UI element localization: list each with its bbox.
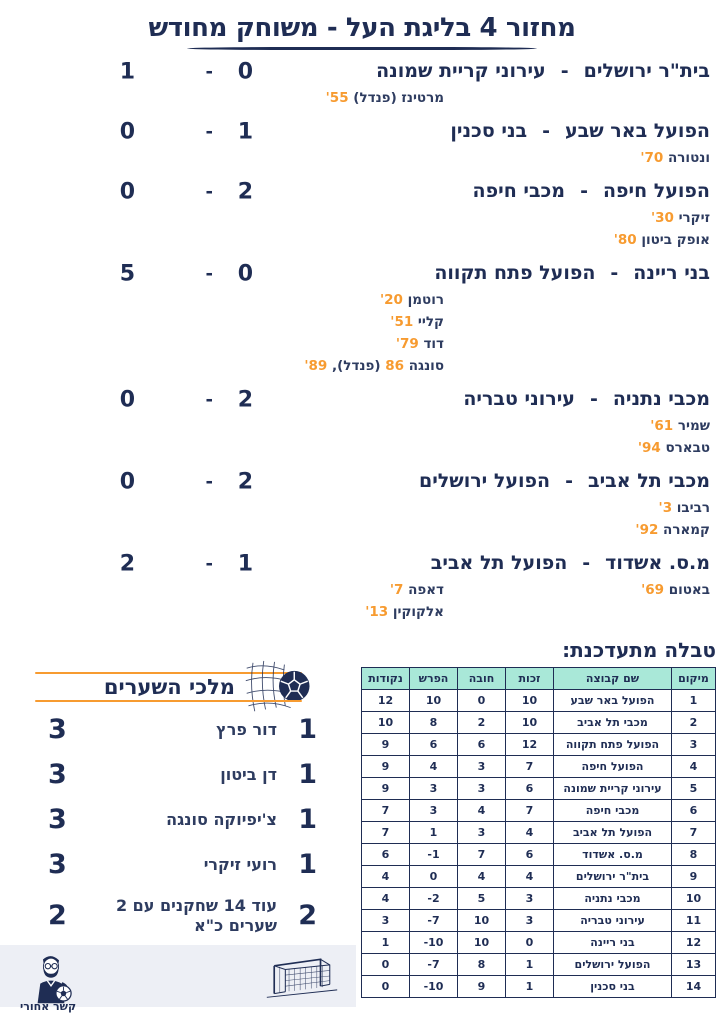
- scorers: [0, 415, 710, 459]
- scorer-minute: 80': [613, 232, 637, 248]
- scorer-line: [444, 229, 710, 251]
- scorer-player-name: דור פרץ: [216, 720, 277, 739]
- team-name-cell: הפועל פתח תקווה: [554, 734, 672, 756]
- top-scorer-row: [48, 716, 317, 744]
- scorer-line: [0, 311, 444, 333]
- goals-against-cell: 10: [458, 932, 506, 954]
- team-name-cell: הפועל תל אביב: [554, 822, 672, 844]
- match-line: [0, 551, 710, 576]
- position-cell: 14: [672, 976, 716, 998]
- home-score: 1: [237, 119, 253, 144]
- table-row: [362, 844, 716, 866]
- home-scorers: [444, 415, 710, 459]
- match-line: [0, 469, 710, 494]
- score-line: [0, 119, 265, 144]
- match-line: [0, 179, 710, 204]
- teams: [265, 59, 710, 84]
- match-line: [0, 261, 710, 286]
- scorer-rank: 1: [298, 849, 317, 880]
- match-result: [0, 179, 710, 251]
- home-scorers: [444, 87, 710, 109]
- scorer-minute: 20': [380, 292, 403, 308]
- scorer-minute: 94': [637, 440, 661, 456]
- goals-for-cell: 3: [506, 910, 554, 932]
- position-cell: 3: [672, 734, 716, 756]
- scorer-minute: 13': [365, 604, 389, 620]
- table-header-cell: שם קבוצה: [554, 668, 672, 690]
- match-result: [0, 387, 710, 459]
- home-score: 1: [237, 551, 253, 576]
- page-title: מחזור 4 בליגת העל - משוחק מחודש: [148, 13, 576, 43]
- scorer-name: אלקוקין: [388, 604, 444, 620]
- scorer-minute: 51': [390, 314, 414, 330]
- scorers: [0, 497, 710, 541]
- goals-for-cell: 6: [506, 778, 554, 800]
- table-row: [362, 712, 716, 734]
- match-result: [0, 551, 710, 623]
- points-cell: 9: [362, 734, 410, 756]
- match-line: [0, 119, 710, 144]
- goal-diff-cell: 3: [410, 800, 458, 822]
- goals-against-cell: 4: [458, 866, 506, 888]
- team-name-cell: מכבי נתניה: [554, 888, 672, 910]
- position-cell: 7: [672, 822, 716, 844]
- away-team-name: עירוני קריית שמונה: [376, 60, 546, 82]
- score-line: [0, 59, 265, 84]
- score-line: [0, 551, 265, 576]
- footer-caption: קשר אחורי: [20, 1000, 77, 1013]
- match-result: [0, 59, 710, 109]
- scorer-rank: 1: [298, 804, 317, 835]
- score-line: [0, 179, 265, 204]
- away-team-name: מכבי חיפה: [472, 180, 566, 202]
- team-name-cell: בית"ר ירושלים: [554, 866, 672, 888]
- goal-diff-cell: -10: [410, 932, 458, 954]
- scorer-name: ונטורה: [663, 150, 710, 166]
- position-cell: 9: [672, 866, 716, 888]
- away-team-name: הפועל ירושלים: [418, 470, 551, 492]
- home-scorers: [444, 207, 710, 251]
- team-name-cell: הפועל באר שבע: [554, 690, 672, 712]
- scorer-line: [444, 497, 710, 519]
- goal-diff-cell: 10: [410, 690, 458, 712]
- team-name-cell: עירוני טבריה: [554, 910, 672, 932]
- away-scorers: [0, 207, 444, 251]
- away-score: 0: [119, 119, 135, 144]
- goals-against-cell: 0: [458, 690, 506, 712]
- teams-separator: -: [542, 120, 551, 142]
- points-cell: 7: [362, 822, 410, 844]
- goals-for-cell: 1: [506, 976, 554, 998]
- goals-for-cell: 12: [506, 734, 554, 756]
- teams: [265, 179, 710, 204]
- teams-separator: -: [582, 552, 591, 574]
- score-separator: -: [205, 263, 213, 284]
- scorer-minute: 92': [635, 522, 659, 538]
- score-separator: -: [205, 389, 213, 410]
- teams-separator: -: [589, 388, 598, 410]
- table-header-cell: חובה: [458, 668, 506, 690]
- table-header-cell: זכות: [506, 668, 554, 690]
- table-row: [362, 800, 716, 822]
- away-team-name: בני סכנין: [450, 120, 528, 142]
- scorer-line: [0, 87, 444, 109]
- home-team-name: הפועל באר שבע: [565, 120, 710, 142]
- swoosh-line-bottom: [35, 700, 302, 702]
- scorer-rank: 1: [298, 714, 317, 745]
- home-team-name: בית"ר ירושלים: [583, 60, 710, 82]
- home-team-name: מכבי תל אביב: [588, 470, 710, 492]
- home-score: 2: [237, 179, 253, 204]
- top-scorers-header: [0, 672, 362, 702]
- score-line: [0, 387, 265, 412]
- scorers: [0, 289, 710, 377]
- score-separator: -: [205, 121, 213, 142]
- scorer-name: באטום: [664, 582, 710, 598]
- table-row: [362, 910, 716, 932]
- scorer-minute: 86: [385, 358, 405, 374]
- scorer-name: רביבו: [672, 500, 710, 516]
- goals-for-cell: 3: [506, 888, 554, 910]
- scorer-line: [0, 333, 444, 355]
- scorer-player-name: עוד 14 שחקנים עם 2 שערים כ"א: [115, 896, 277, 935]
- position-cell: 13: [672, 954, 716, 976]
- score-separator: -: [205, 471, 213, 492]
- scorer-player-name: צ'יפיוקה סונגה: [166, 810, 277, 829]
- goals-against-cell: 5: [458, 888, 506, 910]
- table-header-cell: נקודות: [362, 668, 410, 690]
- team-name-cell: עירוני קריית שמונה: [554, 778, 672, 800]
- scorer-minute: 69': [641, 582, 665, 598]
- goal-net-icon: [264, 951, 340, 1001]
- home-team-name: בני ריינה: [633, 262, 710, 284]
- scorer-name: רוטמן: [402, 292, 444, 308]
- table-row: [362, 822, 716, 844]
- league-table-header-row: [362, 668, 716, 690]
- away-scorers: [0, 147, 444, 169]
- position-cell: 6: [672, 800, 716, 822]
- goal-diff-cell: -1: [410, 844, 458, 866]
- scorer-name: קמארה: [658, 522, 710, 538]
- goals-against-cell: 10: [458, 910, 506, 932]
- bottom-section: [0, 628, 724, 1024]
- points-cell: 4: [362, 866, 410, 888]
- scorer-minute: 30': [650, 210, 674, 226]
- goal-diff-cell: -7: [410, 910, 458, 932]
- team-name-cell: הפועל ירושלים: [554, 954, 672, 976]
- points-cell: 1: [362, 932, 410, 954]
- scorer-minute: 3': [658, 500, 673, 516]
- scorer-line: [0, 355, 444, 377]
- scorer-name: שמיר: [673, 418, 710, 434]
- away-scorers: [0, 497, 444, 541]
- points-cell: 3: [362, 910, 410, 932]
- goals-for-cell: 0: [506, 932, 554, 954]
- points-cell: 9: [362, 778, 410, 800]
- teams-separator: -: [610, 262, 619, 284]
- scorer-name: קליי: [413, 314, 444, 330]
- table-header-cell: הפרש: [410, 668, 458, 690]
- table-row: [362, 734, 716, 756]
- goals-against-cell: 7: [458, 844, 506, 866]
- scorer-name: דוד: [418, 336, 444, 352]
- scorer-player-name: דן ביטון: [220, 765, 277, 784]
- top-scorers-list: [0, 716, 362, 936]
- points-cell: 0: [362, 954, 410, 976]
- top-scorers-title: מלכי השערים: [103, 675, 235, 699]
- away-team-name: הפועל פתח תקווה: [434, 262, 596, 284]
- points-cell: 6: [362, 844, 410, 866]
- home-team-name: הפועל חיפה: [602, 180, 710, 202]
- scorer-goal-count: 2: [48, 900, 67, 931]
- goal-diff-cell: 0: [410, 866, 458, 888]
- scorer-rank: 1: [298, 759, 317, 790]
- scorer-goal-count: 3: [48, 759, 67, 790]
- goals-for-cell: 7: [506, 756, 554, 778]
- table-header-cell: מיקום: [672, 668, 716, 690]
- scorer-minute: 61': [650, 418, 674, 434]
- table-row: [362, 756, 716, 778]
- goals-against-cell: 9: [458, 976, 506, 998]
- goal-diff-cell: -2: [410, 888, 458, 910]
- scorer-minute: 55': [325, 90, 349, 106]
- teams: [265, 551, 710, 576]
- away-score: 0: [119, 469, 135, 494]
- league-table: [361, 667, 716, 998]
- away-scorers: [0, 415, 444, 459]
- position-cell: 8: [672, 844, 716, 866]
- goals-against-cell: 3: [458, 778, 506, 800]
- scorer-line: [0, 579, 444, 601]
- top-scorers-panel: [0, 628, 362, 1024]
- scorer-name: (פנדל),: [327, 358, 386, 374]
- scorer-minute: 79': [395, 336, 419, 352]
- team-name-cell: מ.ס. אשדוד: [554, 844, 672, 866]
- team-name-cell: מכבי חיפה: [554, 800, 672, 822]
- table-row: [362, 690, 716, 712]
- away-scorers: [0, 579, 444, 623]
- team-name-cell: הפועל חיפה: [554, 756, 672, 778]
- away-score: 5: [119, 261, 135, 286]
- scorer-line: [444, 519, 710, 541]
- scorer-minute: 70': [640, 150, 664, 166]
- scorers: [0, 579, 710, 623]
- home-score: 2: [237, 387, 253, 412]
- home-score: 2: [237, 469, 253, 494]
- scorer-line: [444, 579, 710, 601]
- table-row: [362, 778, 716, 800]
- scorer-goal-count: 3: [48, 714, 67, 745]
- top-scorer-row: [48, 806, 317, 834]
- goals-against-cell: 8: [458, 954, 506, 976]
- scorer-line: [0, 289, 444, 311]
- home-team-name: מכבי נתניה: [612, 388, 710, 410]
- match-result: [0, 469, 710, 541]
- goals-against-cell: 2: [458, 712, 506, 734]
- home-team-name: מ.ס. אשדוד: [605, 552, 710, 574]
- points-cell: 4: [362, 888, 410, 910]
- goals-for-cell: 6: [506, 844, 554, 866]
- points-cell: 10: [362, 712, 410, 734]
- home-scorers: [444, 289, 710, 377]
- top-scorer-row: [48, 761, 317, 789]
- goal-diff-cell: 1: [410, 822, 458, 844]
- goals-for-cell: 4: [506, 822, 554, 844]
- teams: [265, 387, 710, 412]
- position-cell: 1: [672, 690, 716, 712]
- home-scorers: [444, 579, 710, 623]
- scorer-player-name: רועי זיקרי: [203, 855, 277, 874]
- scorer-line: [0, 601, 444, 623]
- away-team-name: עירוני טבריה: [463, 388, 575, 410]
- home-score: 0: [237, 261, 253, 286]
- goals-for-cell: 7: [506, 800, 554, 822]
- position-cell: 2: [672, 712, 716, 734]
- league-table-panel: [362, 628, 724, 1024]
- away-score: 1: [119, 59, 135, 84]
- goals-for-cell: 1: [506, 954, 554, 976]
- scorers: [0, 87, 710, 109]
- scorer-name: סונגה: [404, 358, 444, 374]
- goal-diff-cell: 8: [410, 712, 458, 734]
- points-cell: 12: [362, 690, 410, 712]
- scorer-rank: 2: [298, 900, 317, 931]
- position-cell: 12: [672, 932, 716, 954]
- goal-diff-cell: -7: [410, 954, 458, 976]
- goals-for-cell: 10: [506, 690, 554, 712]
- league-table-title: טבלה מתעדכנת:: [562, 638, 716, 662]
- away-score: 2: [119, 551, 135, 576]
- scorer-name: אופק ביטון: [636, 232, 710, 248]
- team-name-cell: בני סכנין: [554, 976, 672, 998]
- scorer-line: [444, 415, 710, 437]
- away-scorers: [0, 289, 444, 377]
- goal-diff-cell: 4: [410, 756, 458, 778]
- teams: [265, 469, 710, 494]
- goal-diff-cell: 3: [410, 778, 458, 800]
- header: [0, 0, 724, 50]
- goals-against-cell: 4: [458, 800, 506, 822]
- scorer-line: [444, 147, 710, 169]
- soccer-ball-net-icon: [244, 658, 314, 716]
- man-with-ball-logo-icon: [26, 953, 76, 1007]
- table-row: [362, 954, 716, 976]
- points-cell: 0: [362, 976, 410, 998]
- home-score: 0: [237, 59, 253, 84]
- top-scorer-row: [48, 851, 317, 879]
- scorer-name: טבארס: [660, 440, 710, 456]
- match-line: [0, 387, 710, 412]
- score-separator: -: [205, 61, 213, 82]
- scorer-goal-count: 3: [48, 849, 67, 880]
- teams: [265, 261, 710, 286]
- goal-diff-cell: 6: [410, 734, 458, 756]
- table-row: [362, 976, 716, 998]
- away-team-name: הפועל תל אביב: [430, 552, 568, 574]
- away-score: 0: [119, 387, 135, 412]
- away-score: 0: [119, 179, 135, 204]
- position-cell: 10: [672, 888, 716, 910]
- points-cell: 7: [362, 800, 410, 822]
- points-cell: 9: [362, 756, 410, 778]
- scorer-goal-count: 3: [48, 804, 67, 835]
- team-name-cell: מכבי תל אביב: [554, 712, 672, 734]
- score-line: [0, 469, 265, 494]
- table-row: [362, 888, 716, 910]
- score-separator: -: [205, 181, 213, 202]
- match-line: [0, 59, 710, 84]
- position-cell: 4: [672, 756, 716, 778]
- scorer-line: [444, 207, 710, 229]
- home-scorers: [444, 497, 710, 541]
- away-scorers: [0, 87, 444, 109]
- top-scorer-row: [48, 896, 317, 936]
- match-result: [0, 119, 710, 169]
- scorer-name: דאפה: [403, 582, 444, 598]
- table-row: [362, 932, 716, 954]
- match-results-section: [0, 50, 724, 623]
- match-result: [0, 261, 710, 377]
- score-line: [0, 261, 265, 286]
- scorer-name: מרטינז (פנדל): [348, 90, 444, 106]
- scorers: [0, 207, 710, 251]
- teams-separator: -: [560, 60, 569, 82]
- goals-for-cell: 10: [506, 712, 554, 734]
- scorer-minute: 7': [389, 582, 404, 598]
- team-name-cell: בני ריינה: [554, 932, 672, 954]
- table-row: [362, 866, 716, 888]
- scorers: [0, 147, 710, 169]
- goals-against-cell: 3: [458, 756, 506, 778]
- scorer-line: [444, 437, 710, 459]
- goals-against-cell: 6: [458, 734, 506, 756]
- home-scorers: [444, 147, 710, 169]
- scorer-name: זיקרי: [673, 210, 710, 226]
- teams: [265, 119, 710, 144]
- goals-against-cell: 3: [458, 822, 506, 844]
- position-cell: 11: [672, 910, 716, 932]
- score-separator: -: [205, 553, 213, 574]
- goal-diff-cell: -10: [410, 976, 458, 998]
- teams-separator: -: [580, 180, 588, 202]
- teams-separator: -: [565, 470, 573, 492]
- position-cell: 5: [672, 778, 716, 800]
- scorer-minute: 89': [304, 358, 328, 374]
- goals-for-cell: 4: [506, 866, 554, 888]
